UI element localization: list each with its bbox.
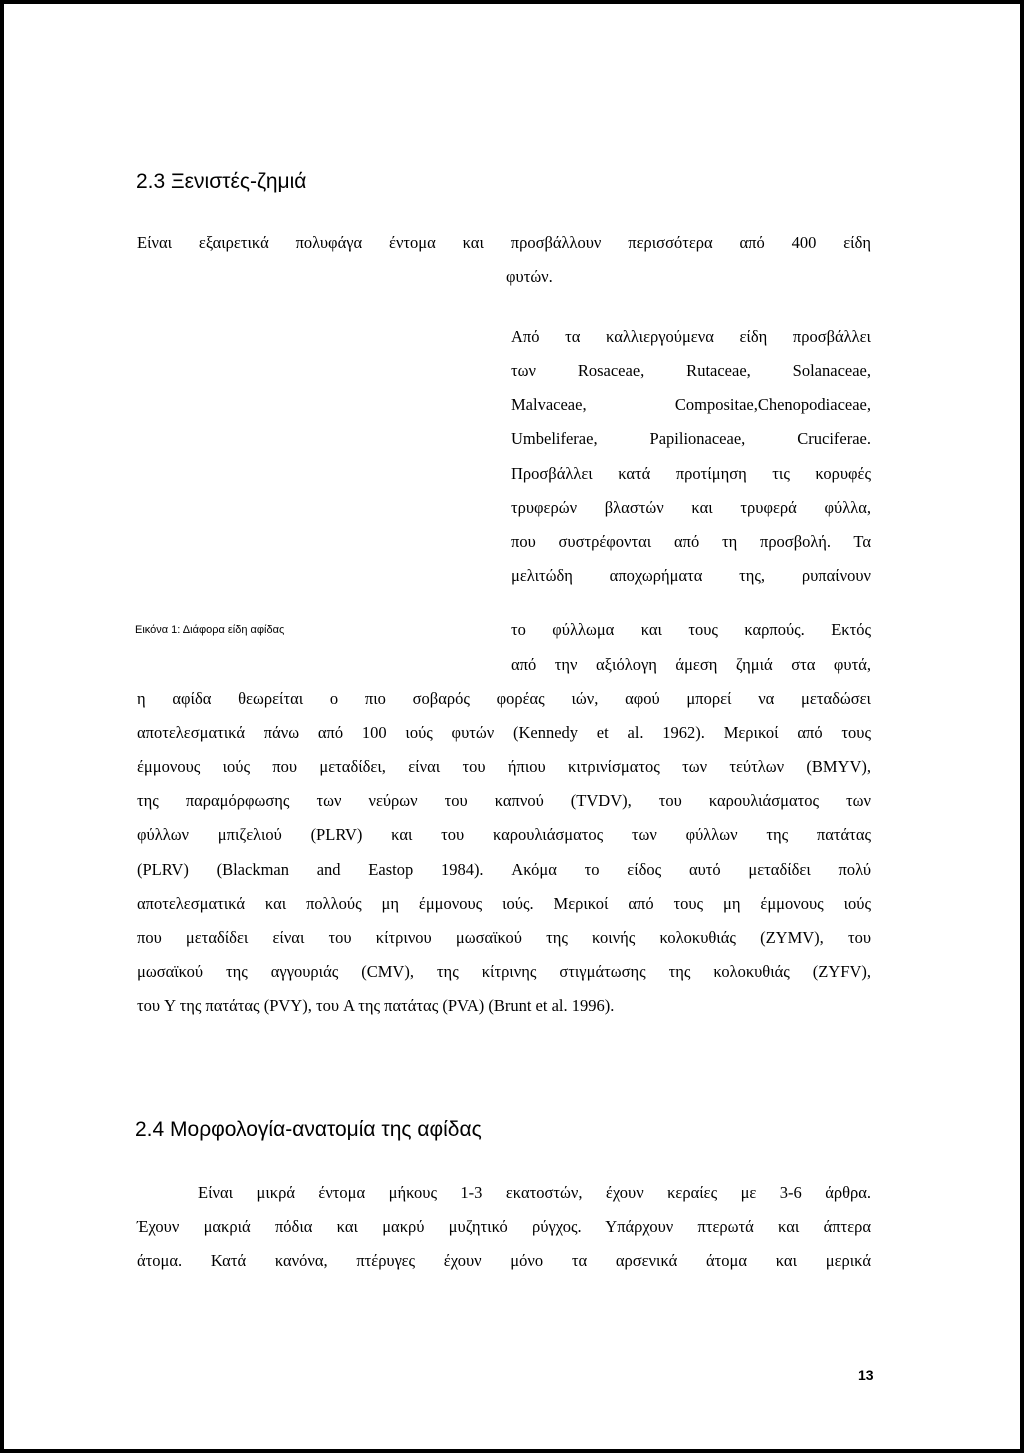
paragraph-line: αποτελεσματικά πάνω από 100 ιούς φυτών (Kennedy et al. 1962). Μερικοί από τους: [137, 723, 871, 742]
paragraph-line: Malvaceae, Compositae,Chenopodiaceae,: [511, 395, 871, 414]
paragraph-line: αποτελεσματικά και πολλούς μη έμμονους ιούς. Μερικοί από τους μη έμμονους ιούς: [137, 894, 871, 913]
paragraph-line: άτομα. Κατά κανόνα, πτέρυγες έχουν μόνο τα αρσενικά άτομα και μερικά: [137, 1251, 871, 1270]
paragraph-line: Έχουν μακριά πόδια και μακρύ μυζητικό ρύγχος. Υπάρχουν πτερωτά και άπτερα: [137, 1217, 871, 1236]
paragraph-line: Umbeliferae, Papilionaceae, Cruciferae.: [511, 429, 871, 448]
section-heading-2-4: 2.4 Μορφολογία-ανατομία της αφίδας: [135, 1118, 482, 1141]
paragraph-line: από την αξιόλογη άμεση ζημιά στα φυτά,: [511, 655, 871, 674]
paragraph-line: των Rosaceae, Rutaceae, Solanaceae,: [511, 361, 871, 380]
paragraph-line: μελιτώδη αποχωρήματα της, ρυπαίνουν: [511, 566, 871, 585]
paragraph-line: που συστρέφονται από τη προσβολή. Τα: [511, 532, 871, 551]
paragraph-line: η αφίδα θεωρείται ο πιο σοβαρός φορέας ιών, αφού μπορεί να μεταδώσει: [137, 689, 871, 708]
document-page: [4, 4, 1020, 1449]
paragraph-line: (PLRV) (Blackman and Eastop 1984). Ακόμα το είδος αυτό μεταδίδει πολύ: [137, 860, 871, 879]
paragraph-line: φυτών.: [506, 267, 553, 286]
paragraph-line: μωσαϊκού της αγγουριάς (CMV), της κίτρινης στιγμάτωσης της κολοκυθιάς (ZYFV),: [137, 962, 871, 981]
page-number: 13: [858, 1367, 874, 1383]
paragraph-line: που μεταδίδει είναι του κίτρινου μωσαϊκού της κοινής κολοκυθιάς (ZYMV), του: [137, 928, 871, 947]
section-heading-2-3: 2.3 Ξενιστές-ζημιά: [136, 170, 307, 193]
paragraph-line: Είναι μικρά έντομα μήκους 1-3 εκατοστών, έχουν κεραίες με 3-6 άρθρα.: [198, 1183, 871, 1202]
paragraph-line: έμμονους ιούς που μεταδίδει, είναι του ήπιου κιτρινίσματος των τεύτλων (BMYV),: [137, 757, 871, 776]
paragraph-line: τρυφερών βλαστών και τρυφερά φύλλα,: [511, 498, 871, 517]
paragraph-line: Είναι εξαιρετικά πολυφάγα έντομα και προσβάλλουν περισσότερα από 400 είδη: [137, 233, 871, 252]
paragraph-line: του Y της πατάτας (PVY), του A της πατάτας (PVA) (Brunt et al. 1996).: [137, 996, 615, 1015]
paragraph-line: της παραμόρφωσης των νεύρων του καπνού (TVDV), του καρουλιάσματος των: [137, 791, 871, 810]
paragraph-line: Προσβάλλει κατά προτίμηση τις κορυφές: [511, 464, 871, 483]
paragraph-line: Από τα καλλιεργούμενα είδη προσβάλλει: [511, 327, 871, 346]
paragraph-line: φύλλων μπιζελιού (PLRV) και του καρουλιάσματος των φύλλων της πατάτας: [137, 825, 871, 844]
figure-caption: Εικόνα 1: Διάφορα είδη αφίδας: [135, 624, 285, 636]
paragraph-line: το φύλλωμα και τους καρπούς. Εκτός: [511, 620, 871, 639]
